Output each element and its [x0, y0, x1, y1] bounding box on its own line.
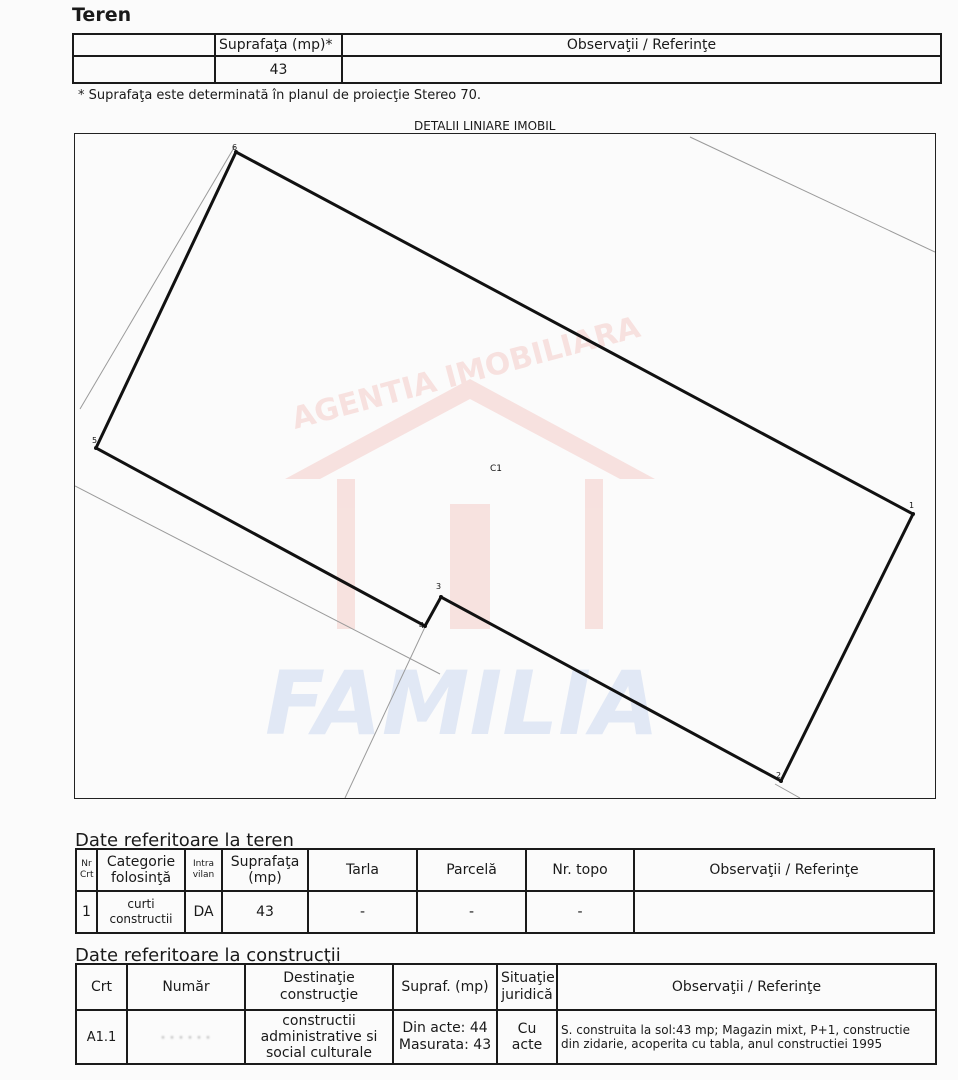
teren-blank-cell	[73, 56, 215, 83]
teren-data-table	[75, 848, 935, 934]
header-intravilan: Intra vilan	[185, 849, 222, 891]
observatii-value	[342, 56, 941, 83]
cell-observatii: S. construita la sol:43 mp; Magazin mixt, P+1, constructie din zidarie, acoperita cu tabla, anul constructiei 1995	[557, 1010, 936, 1064]
vertex-marker	[911, 512, 915, 516]
constructii-data-title: Date referitoare la construcţii	[75, 945, 341, 966]
teren-title: Teren	[72, 4, 132, 26]
building-label: C1	[490, 464, 503, 474]
cell-supraf-masurata: Masurata: 43	[398, 1037, 492, 1053]
watermark-text: AGENTIA IMOBILIARA	[288, 309, 644, 437]
header-destinatie: Destinaţie construcţie	[245, 964, 393, 1010]
cell-destinatie: constructii administrative si social culturale	[245, 1010, 393, 1064]
teren-data-title: Date referitoare la teren	[75, 830, 294, 851]
header-parcela: Parcelă	[417, 849, 526, 891]
vertex-label: 5	[92, 436, 98, 445]
cell-nr-topo: -	[526, 891, 634, 933]
neighbour-line	[80, 146, 235, 409]
plan-drawing	[74, 133, 936, 799]
vertex-label: 3	[436, 582, 442, 591]
vertex-label: 4	[419, 621, 425, 630]
projection-note: * Suprafaţa este determinată în planul de proiecţie Stereo 70.	[78, 88, 482, 103]
cell-supraf	[393, 1010, 497, 1064]
cell-suprafata: 43	[222, 891, 308, 933]
header-crt: Crt	[76, 964, 127, 1010]
cell-situatie: Cu acte	[497, 1010, 557, 1064]
cell-parcela: -	[417, 891, 526, 933]
header-nr-topo: Nr. topo	[526, 849, 634, 891]
cell-categorie: curti constructii	[97, 891, 185, 933]
header-observatii: Observaţii / Referinţe	[342, 34, 941, 56]
header-observatii: Observaţii / Referinţe	[634, 849, 934, 891]
header-suprafata: Suprafaţa (mp)	[222, 849, 308, 891]
vertex-label: 6	[232, 143, 238, 152]
watermark-wall-left	[337, 479, 355, 629]
plan-svg	[75, 134, 935, 798]
neighbour-line	[75, 486, 440, 674]
suprafata-value: 43	[215, 56, 342, 83]
cell-intravilan: DA	[185, 891, 222, 933]
cell-crt: A1.1	[76, 1010, 127, 1064]
plan-title: DETALII LINIARE IMOBIL	[414, 119, 556, 133]
header-suprafata: Suprafaţa (mp)*	[215, 34, 342, 56]
vertex-marker	[94, 446, 98, 450]
neighbour-line	[775, 784, 800, 798]
teren-blank-cell	[73, 34, 215, 56]
cell-supraf-acte: Din acte: 44	[402, 1020, 488, 1036]
watermark-door	[450, 504, 490, 629]
vertex-label: 1	[909, 501, 915, 510]
header-situatie: Situaţie juridică	[497, 964, 557, 1010]
header-supraf: Supraf. (mp)	[393, 964, 497, 1010]
header-nr-crt: Nr Crt	[76, 849, 97, 891]
watermark	[265, 310, 659, 755]
header-numar: Număr	[127, 964, 245, 1010]
cell-observatii	[634, 891, 934, 933]
vertex-label: 2	[776, 771, 782, 780]
cell-numar-text: · · · · · ·	[161, 1031, 211, 1044]
neighbour-line	[690, 137, 935, 252]
cell-numar	[127, 1010, 245, 1064]
teren-table	[72, 33, 942, 84]
cell-tarla: -	[308, 891, 417, 933]
header-tarla: Tarla	[308, 849, 417, 891]
cell-nr: 1	[76, 891, 97, 933]
constructii-data-table	[75, 963, 937, 1065]
header-categorie: Categorie folosinţă	[97, 849, 185, 891]
vertex-marker	[439, 595, 443, 599]
watermark-brand: FAMILIA	[265, 652, 660, 755]
header-observatii: Observaţii / Referinţe	[557, 964, 936, 1010]
watermark-wall-right	[585, 479, 603, 629]
